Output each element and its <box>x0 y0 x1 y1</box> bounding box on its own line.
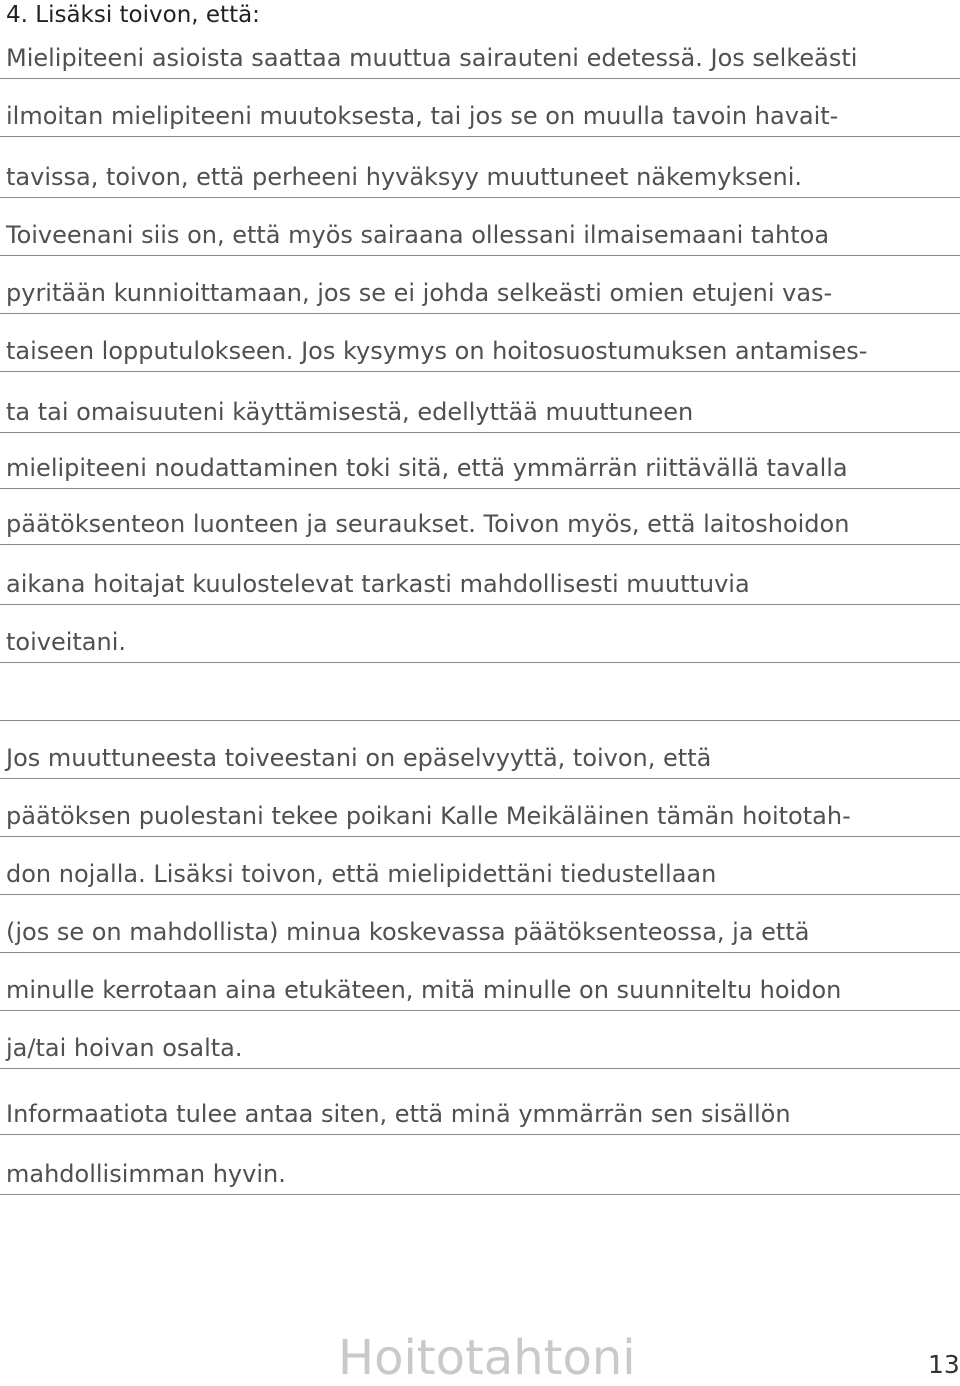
text-line: taiseen lopputulokseen. Jos kysymys on hoitosuostumuksen antamises- <box>0 313 960 372</box>
footer-title: Hoitotahtoni <box>338 1330 636 1386</box>
text-line <box>0 662 960 721</box>
text-line: ilmoitan mielipiteeni muutoksesta, tai jos se on muulla tavoin havait- <box>0 78 960 137</box>
text-line: tavissa, toivon, että perheeni hyväksyy muuttuneet näkemykseni. <box>0 136 960 198</box>
page-number: 13 <box>928 1350 960 1379</box>
text-line: ta tai omaisuuteni käyttämisestä, edellyttää muuttuneen <box>0 371 960 433</box>
text-line: Toiveenani siis on, että myös sairaana ollessani ilmaisemaani tahtoa <box>0 197 960 256</box>
text-line: päätöksen puolestani tekee poikani Kalle Meikäläinen tämän hoitotah- <box>0 778 960 837</box>
text-line: (jos se on mahdollista) minua koskevassa päätöksenteossa, ja että <box>0 894 960 953</box>
text-line: päätöksenteon luonteen ja seuraukset. Toivon myös, että laitoshoidon <box>0 488 960 545</box>
text-line: mielipiteeni noudattaminen toki sitä, että ymmärrän riittävällä tavalla <box>0 432 960 489</box>
text-line: aikana hoitajat kuulostelevat tarkasti mahdollisesti muuttuvia <box>0 544 960 605</box>
section-heading: 4. Lisäksi toivon, että: <box>6 2 260 28</box>
text-line: toiveitani. <box>0 604 960 663</box>
text-line: ja/tai hoivan osalta. <box>0 1010 960 1069</box>
text-line: Mielipiteeni asioista saattaa muuttua sairauteni edetessä. Jos selkeästi <box>0 32 960 79</box>
text-line: mahdollisimman hyvin. <box>0 1134 960 1195</box>
text-line: don nojalla. Lisäksi toivon, että mielipidettäni tiedustellaan <box>0 836 960 895</box>
text-line: minulle kerrotaan aina etukäteen, mitä minulle on suunniteltu hoidon <box>0 952 960 1011</box>
text-line: Informaatiota tulee antaa siten, että minä ymmärrän sen sisällön <box>0 1068 960 1135</box>
text-line: Jos muuttuneesta toiveestani on epäselvyyttä, toivon, että <box>0 720 960 779</box>
text-line: pyritään kunnioittamaan, jos se ei johda selkeästi omien etujeni vas- <box>0 255 960 314</box>
